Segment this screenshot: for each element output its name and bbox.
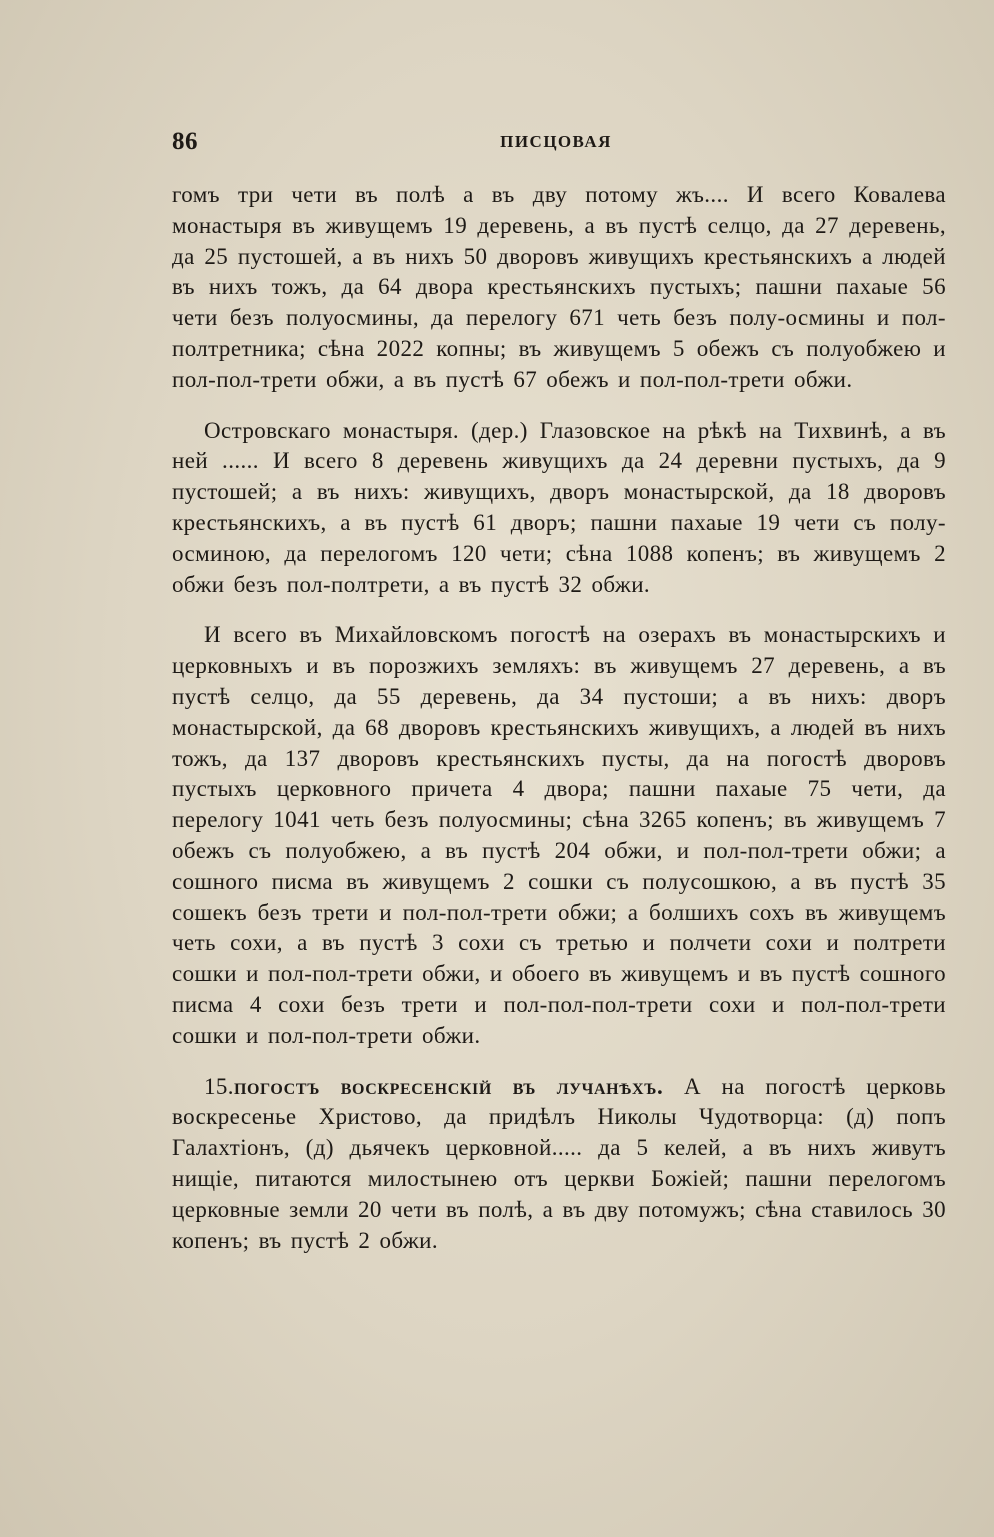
paragraph-section-15 bbox=[172, 1072, 946, 1257]
page-header bbox=[172, 128, 940, 160]
page-body bbox=[172, 180, 946, 1276]
paragraph-kovalev-monastery: гомъ три чети въ полѣ а въ дву потому жъ.... И всего Ковалева монастыря въ живущемъ 19 деревень, а въ пустѣ селцо, да 27 деревень, да 25 пустошей, а въ нихъ 50 дворовъ живущихъ крестьянскихъ а людей въ нихъ тожъ, да 64 двора крестьянскихъ пустыхъ; пашни пахаые 56 чети безъ полуосмины, да перелогу 671 четь безъ полу-осмины и пол-полтретника; сѣна 2022 копны; въ живущемъ 5 обежъ съ полуобжею и пол-пол-трети обжи, а въ пустѣ 67 обежъ и пол-пол-трети обжи. bbox=[172, 182, 946, 392]
section-text: А на погостѣ церковь воскресенье Христово, да придѣлъ Николы Чудотворца: (д) попъ Галахтіонъ, (д) дьячекъ церковной..... да 5 келей, а въ нихъ живутъ нищіе, питаются милостынею отъ церкви Божіей; пашни перелогомъ церковные земли 20 чети въ полѣ, а въ дву потомужъ; сѣна ставилось 30 копенъ; въ пустѣ 2 обжи. bbox=[172, 1073, 946, 1253]
paragraph-ostrovsky-monastery: Островскаго монастыря. (дер.) Глазовское на рѣкѣ на Тихвинѣ, а въ ней ...... И всего 8 деревень живущихъ да 24 деревни пустыхъ, да 9 пустошей; а въ нихъ: живущихъ, дворъ монастырской, да 18 дворовъ крестьянскихъ, а въ пустѣ 61 дворъ; пашни пахаые 19 чети съ полу-осминою, да перелогомъ 120 чети; сѣна 1088 копенъ; въ живущемъ 2 обжи безъ пол-полтрети, а въ пустѣ 32 обжи. bbox=[172, 417, 946, 597]
section-title: погостъ воскресенскій въ лучанѣхъ. bbox=[233, 1073, 664, 1099]
paragraph-mikhailovsky-totals: И всего въ Михайловскомъ погостѣ на озерахъ въ монастырскихъ и церковныхъ и въ порозжихъ земляхъ: въ живущемъ 27 деревень, а въ пустѣ селцо, да 55 деревень, да 34 пустоши; а въ нихъ: дворъ монастырской, да 68 дворовъ крестьянскихъ живущихъ, а людей въ нихъ тожъ, да 137 дворовъ крестьянскихъ пусты, да на погостѣ дворовъ пустыхъ церковного причета 4 двора; пашни пахаые 75 чети, да перелогу 1041 четь безъ полуосмины; сѣна 3265 копенъ; въ живущемъ 7 обежъ съ полуобжею, а въ пустѣ 204 обжи, и пол-пол-трети обжи; а сошного писма въ живущемъ 2 сошки съ полусошкою, а въ пустѣ 35 сошекъ безъ трети и пол-пол-трети обжи; а болшихъ сохъ въ живущемъ четь сохи, а въ пустѣ 3 сохи съ третью и полчети сохи и полтрети сошки и пол-пол-трети обжи, и обоего въ живущемъ и въ пустѣ сошного писма 4 сохи безъ трети и пол-пол-пол-трети сохи и пол-пол-трети сошки и пол-пол-трети обжи. bbox=[172, 622, 946, 1048]
running-head: ПИСЦОВАЯ bbox=[500, 132, 612, 151]
page-number: 86 bbox=[172, 128, 198, 155]
section-number: 15. bbox=[204, 1073, 234, 1099]
